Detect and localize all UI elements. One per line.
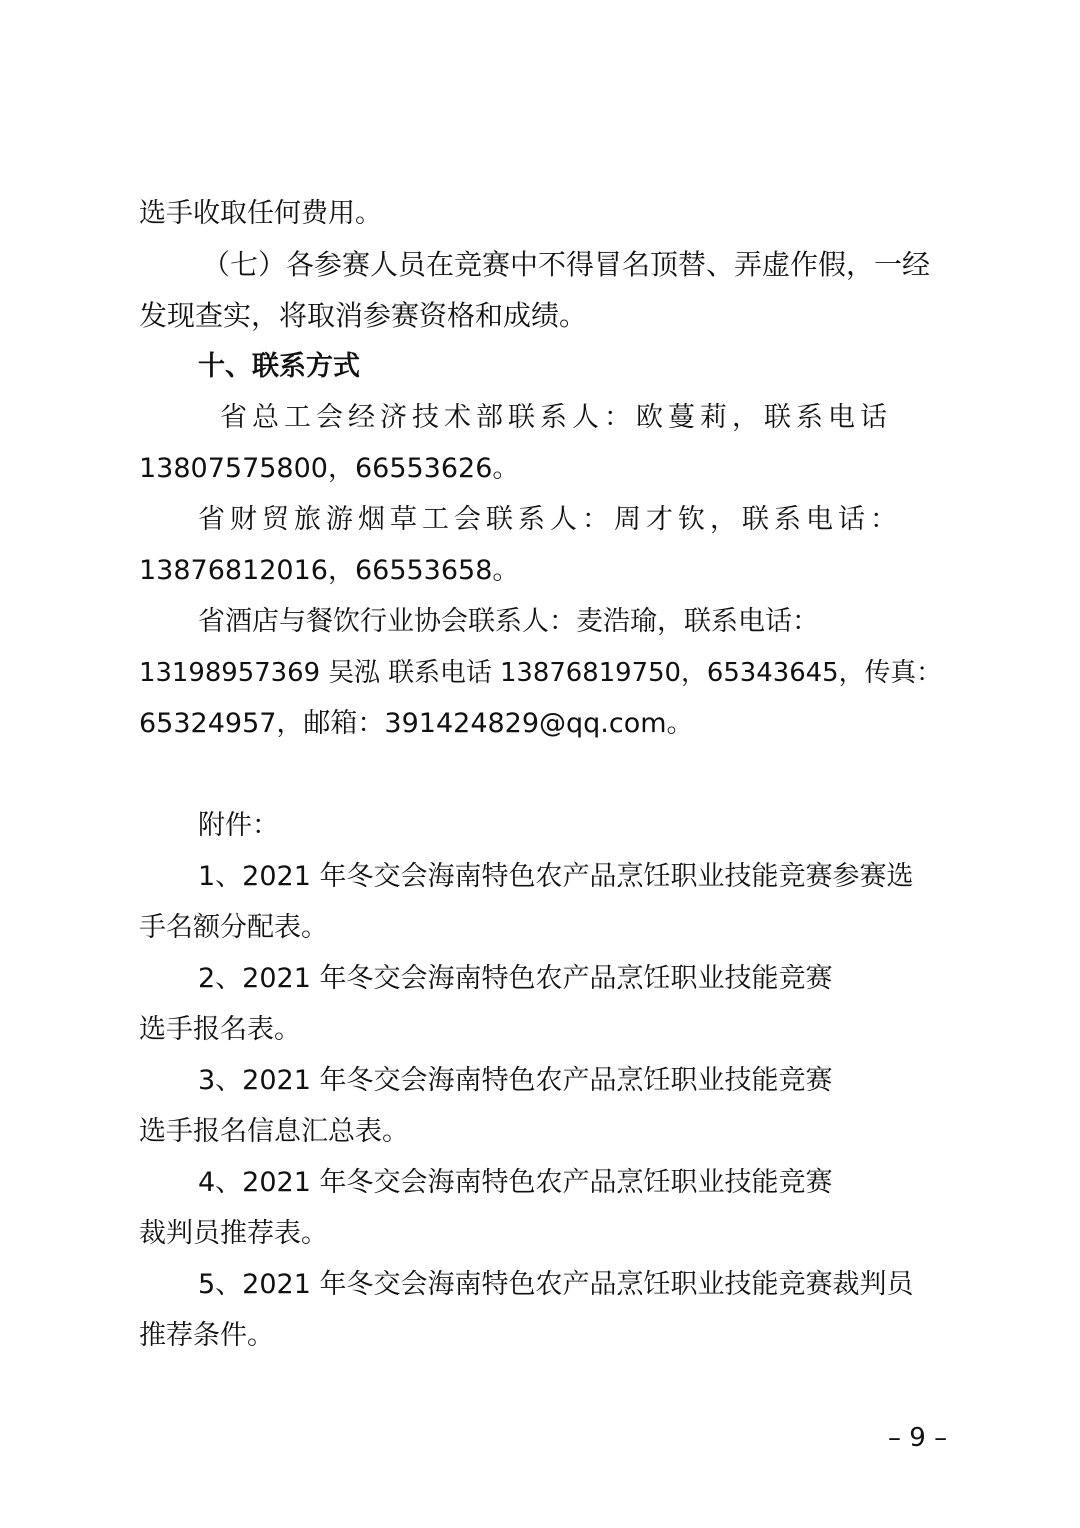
- attachment-item: 选手报名信息汇总表。: [139, 1116, 409, 1147]
- paragraph-line: 65324957，邮箱：391424829@qq.com。: [139, 708, 694, 739]
- paragraph-line: 13876812016，66553658。: [139, 555, 520, 586]
- paragraph-line: 13198957369 吴泓 联系电话 13876819750，65343645，传真：: [139, 658, 943, 688]
- paragraph-line: 省总工会经济技术部联系人：欧蔓莉，联系电话: [220, 402, 892, 433]
- paragraph-line: 选手收取任何费用。: [139, 198, 382, 229]
- paragraph-line: （七）各参赛人员在竞赛中不得冒名顶替、弄虚作假，一经: [202, 248, 931, 281]
- attachment-item: 2、2021 年冬交会海南特色农产品烹饪职业技能竞赛: [198, 963, 833, 994]
- attachment-item: 1、2021 年冬交会海南特色农产品烹饪职业技能竞赛参赛选: [198, 861, 914, 892]
- attachment-item: 推荐条件。: [139, 1320, 274, 1351]
- paragraph-line: 省财贸旅游烟草工会联系人：周才钦，联系电话：: [198, 504, 902, 535]
- attachment-item: 5、2021 年冬交会海南特色农产品烹饪职业技能竞赛裁判员: [198, 1269, 914, 1300]
- attachment-item: 3、2021 年冬交会海南特色农产品烹饪职业技能竞赛: [198, 1065, 833, 1096]
- attachments-label: 附件：: [198, 810, 279, 841]
- paragraph-line: 发现查实，将取消参赛资格和成绩。: [139, 299, 588, 332]
- page-number: – 9 –: [888, 1423, 948, 1453]
- attachment-item: 4、2021 年冬交会海南特色农产品烹饪职业技能竞赛: [198, 1167, 833, 1198]
- attachment-item: 裁判员推荐表。: [139, 1218, 328, 1249]
- attachment-item: 选手报名表。: [139, 1014, 301, 1045]
- section-heading: 十、联系方式: [198, 351, 360, 382]
- paragraph-line: 13807575800，66553626。: [139, 453, 520, 484]
- attachment-item: 手名额分配表。: [139, 912, 328, 943]
- paragraph-line: 省酒店与餐饮行业协会联系人：麦浩瑜，联系电话：: [198, 606, 819, 637]
